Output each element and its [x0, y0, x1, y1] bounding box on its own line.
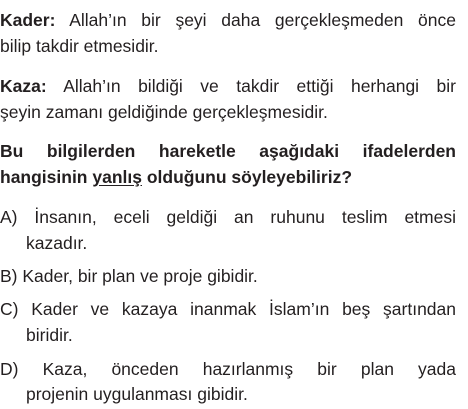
kaza-definition-text: Allah’ın bildiği ve takdir ettiği herhangi bir — [63, 76, 456, 96]
question-stem-line-2 — [0, 166, 352, 188]
question-emphasis-word: yanlış — [92, 167, 142, 187]
option-b[interactable]: B) Kader, bir plan ve proje gibidir. — [0, 266, 258, 286]
option-d-line-1[interactable]: D) Kaza, önceden hazırlanmış bir plan yada — [0, 359, 456, 379]
kader-definition-line-2: bilip takdir etmesidir. — [0, 36, 159, 56]
option-c-line-1[interactable]: C) Kader ve kazaya inanmak İslam’ın beş şartından — [0, 299, 456, 319]
option-a-line-1[interactable]: A) İnsanın, eceli geldiği an ruhunu teslim etmesi — [0, 207, 456, 227]
kader-definition-text: Allah’ın bir şeyi daha gerçekleşmeden önce — [69, 10, 456, 30]
kaza-definition-line-2: şeyin zamanı geldiğinde gerçekleşmesidir. — [0, 102, 328, 122]
option-a-line-2[interactable]: kazadır. — [26, 233, 88, 253]
kader-term: Kader: — [0, 10, 56, 30]
kaza-definition-line-1 — [0, 75, 456, 97]
kaza-term: Kaza: — [0, 76, 47, 96]
kader-definition-line-1 — [0, 9, 456, 31]
option-d-line-2[interactable]: projenin uygulanması gibidir. — [26, 384, 248, 404]
option-c-line-2[interactable]: biridir. — [26, 325, 73, 345]
question-stem-before: hangisinin — [0, 167, 93, 187]
question-stem-line-1: Bu bilgilerden hareketle aşağıdaki ifadelerden — [0, 141, 456, 161]
question-stem-after: olduğunu söyleyebiliriz? — [142, 167, 353, 187]
